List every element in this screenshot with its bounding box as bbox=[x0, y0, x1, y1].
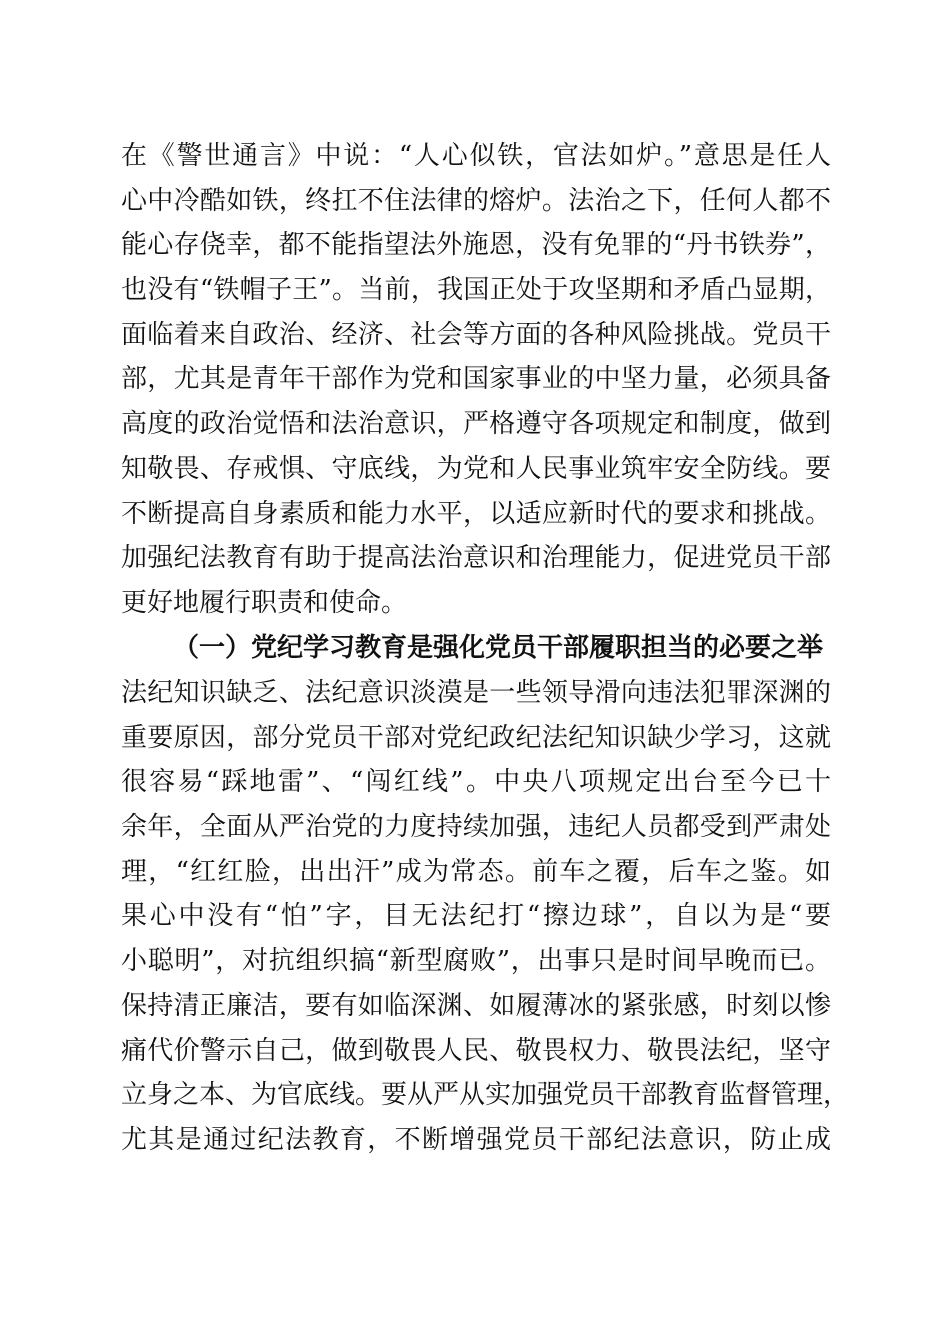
paragraph-1-line: 更好地履行职责和使命。 bbox=[121, 587, 408, 618]
paragraph-2-line: 理，“红红脸，出出汗”成为常态。前车之覆，后车之鉴。如 bbox=[121, 856, 831, 887]
paragraph-2-line: 余年，全面从严治党的力度持续加强，违纪人员都受到严肃处 bbox=[121, 812, 831, 843]
paragraph-2-line: 保持清正廉洁，要有如临深渊、如履薄冰的紧张感，时刻以惨 bbox=[121, 990, 831, 1021]
paragraph-2-line: 尤其是通过纪法教育，不断增强党员干部纪法意识，防止成 bbox=[121, 1124, 831, 1155]
paragraph-1-line: 能心存侥幸，都不能指望法外施恩，没有免罪的“丹书铁券”， bbox=[121, 230, 831, 261]
paragraph-1-line: 也没有“铁帽子王”。当前，我国正处于攻坚期和矛盾凸显期， bbox=[121, 275, 831, 306]
paragraph-1-line: 心中冷酷如铁，终扛不住法律的熔炉。法治之下，任何人都不 bbox=[121, 185, 831, 216]
paragraph-2-line: 重要原因，部分党员干部对党纪政纪法纪知识缺少学习，这就 bbox=[121, 722, 831, 753]
paragraph-2-line: 小聪明”，对抗组织搞“新型腐败”，出事只是时间早晚而已。 bbox=[121, 946, 831, 977]
paragraph-1-line: 不断提高自身素质和能力水平，以适应新时代的要求和挑战。 bbox=[121, 498, 831, 529]
paragraph-2-line: 立身之本、为官底线。要从严从实加强党员干部教育监督管理， bbox=[121, 1080, 850, 1111]
paragraph-2-line: 果心中没有“怕”字，目无法纪打“擦边球”，自以为是“要 bbox=[121, 901, 831, 932]
section-heading: （一）党纪学习教育是强化党员干部履职担当的必要之举 bbox=[173, 633, 824, 663]
paragraph-2-line: 痛代价警示自己，做到敬畏人民、敬畏权力、敬畏法纪，坚守 bbox=[121, 1035, 831, 1066]
paragraph-1-line: 面临着来自政治、经济、社会等方面的各种风险挑战。党员干 bbox=[121, 319, 831, 350]
paragraph-1-line: 加强纪法教育有助于提高法治意识和治理能力，促进党员干部 bbox=[121, 543, 831, 574]
paragraph-2-line: 法纪知识缺乏、法纪意识淡漠是一些领导滑向违法犯罪深渊的 bbox=[121, 678, 831, 708]
paragraph-1 bbox=[121, 134, 831, 626]
paragraph-1-line: 部，尤其是青年干部作为党和国家事业的中坚力量，必须具备 bbox=[121, 364, 831, 395]
paragraph-2 bbox=[121, 671, 850, 1163]
paragraph-1-line: 知敬畏、存戒惧、守底线，为党和人民事业筑牢安全防线。要 bbox=[121, 453, 831, 484]
paragraph-2-line: 很容易“踩地雷”、“闯红线”。中央八项规定出台至今已十 bbox=[121, 767, 831, 798]
paragraph-1-line: 高度的政治觉悟和法治意识，严格遵守各项规定和制度，做到 bbox=[121, 409, 831, 440]
paragraph-1-line: 在《警世通言》中说：“人心似铁，官法如炉。”意思是任人 bbox=[121, 141, 831, 171]
